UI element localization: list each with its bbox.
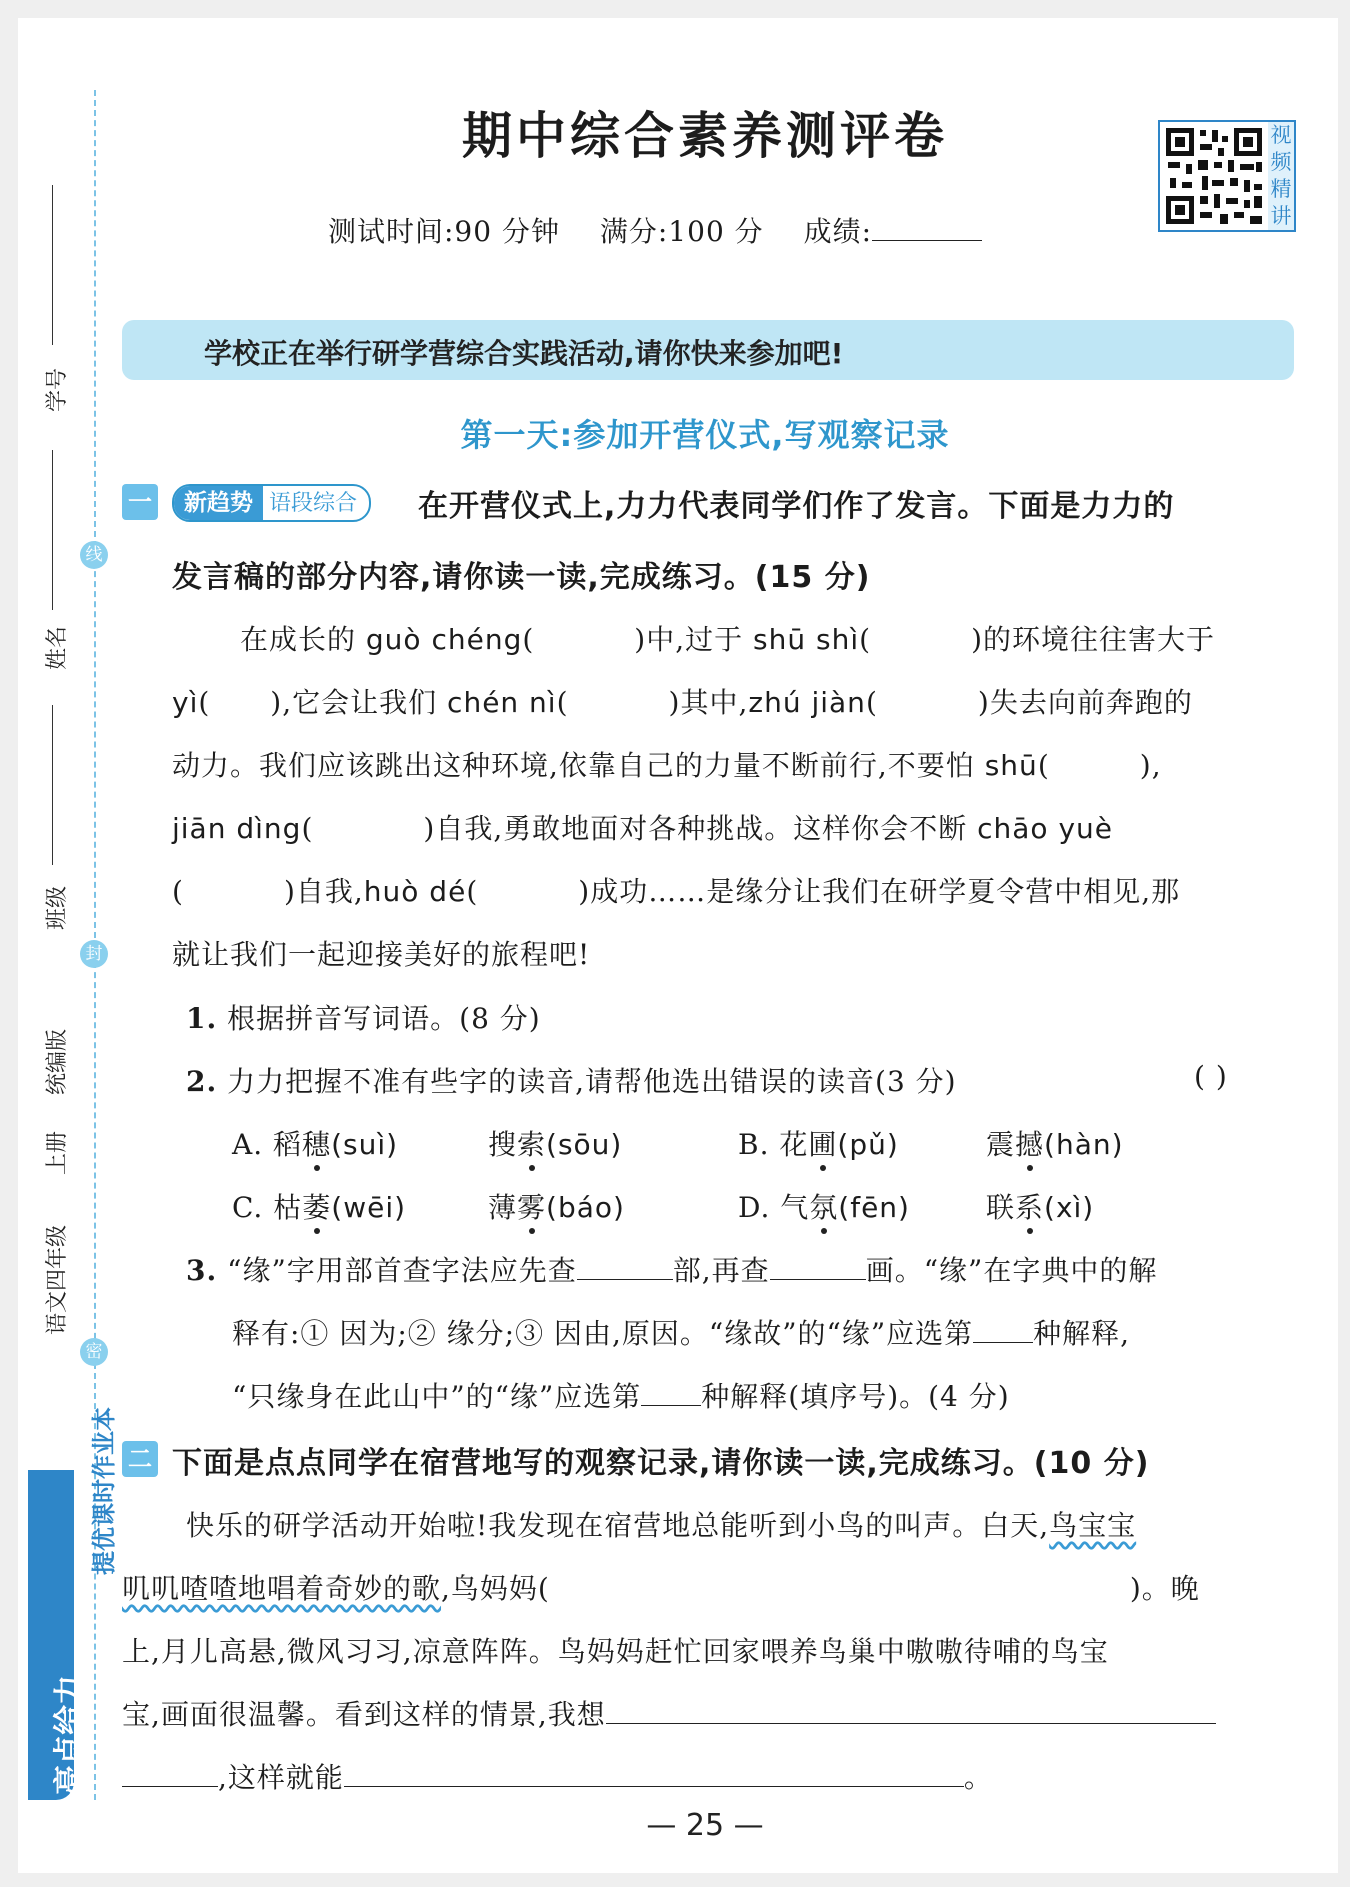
pinyin-shushi: shū shì: [753, 623, 860, 656]
passage-line-1: 在成长的 guò chéng( )中,过于 shū shì( )的环境往往害大于: [240, 623, 1216, 656]
pinyin-guocheng: guò chéng: [365, 623, 523, 656]
passage-line-4: jiān dìng( )自我,勇敢地面对各种挑战。这样你会不断 chāo yuè: [172, 812, 1113, 845]
section-1-number: 一: [122, 484, 158, 520]
video-lecture-tag: 视频精讲: [1268, 120, 1296, 232]
tag-sub: 语段综合: [269, 491, 358, 516]
time-label: 测试时间:90 分钟: [328, 215, 560, 248]
section-2-number: 二: [122, 1441, 158, 1477]
new-trend-tag: [172, 484, 371, 522]
pinyin-yi: yì: [172, 686, 199, 719]
grade-blank[interactable]: [872, 218, 982, 241]
q2-option-c[interactable]: C. 枯萎(wēi): [232, 1186, 406, 1226]
pinyin-huode: huò dé: [363, 875, 467, 908]
student-id-blank[interactable]: [52, 185, 53, 345]
exam-meta: [328, 210, 982, 250]
record-line-4: 宝,画面很温馨。看到这样的情景,我想: [122, 1693, 1216, 1733]
pinyin-chenni: chén nì: [447, 686, 557, 719]
banner-text: 学校正在举行研学营综合实践活动,请你快来参加吧!: [204, 337, 844, 370]
q2-option-c-2: 薄雾(báo): [488, 1186, 625, 1226]
tag-main: 新趋势: [174, 486, 263, 520]
class-label: 班级: [45, 885, 70, 930]
brand-logo-text: 亮点给力: [52, 1675, 87, 1795]
record-blank-think[interactable]: [606, 1699, 1216, 1724]
page-title: 期中综合素养测评卷: [462, 106, 948, 165]
question-1: 1. 根据拼音写词语。(8 分): [186, 1002, 541, 1035]
pinyin-chaoyue: chāo yuè: [977, 812, 1113, 845]
student-id-label: 学号: [45, 367, 70, 412]
edition-label: 统编版: [45, 1028, 70, 1095]
passage-line-5: ( )自我,huò dé( )成功……是缘分让我们在研学夏令营中相见,那: [172, 875, 1181, 908]
class-blank[interactable]: [52, 705, 53, 865]
passage-line-2: yì( ),它会让我们 chén nì( )其中,zhú jiàn( )失去向前奔跑的: [172, 686, 1193, 719]
pinyin-zhujian: zhú jiàn: [748, 686, 866, 719]
q2-option-b[interactable]: B. 花圃(pǔ): [738, 1123, 899, 1163]
passage-line-3: 动力。我们应该跳出这种环境,依靠自己的力量不断前行,不要怕 shū( ),: [172, 749, 1162, 782]
cut-mark-secret: 密: [80, 1338, 108, 1366]
record-line-3: 上,月儿高悬,微风习习,凉意阵阵。鸟妈妈赶忙回家喂养鸟巢中嗷嗷待哺的鸟宝: [122, 1635, 1109, 1668]
q3-radical-blank[interactable]: [577, 1255, 673, 1280]
question-3-line1: 3. “缘”字用部首查字法应先查 部,再查 画。“缘”在字典中的解: [186, 1254, 1158, 1287]
score-label: 满分:100 分: [599, 215, 764, 248]
wavy-underline-2: 叽叽喳喳地唱着奇妙的歌: [122, 1572, 442, 1605]
q2-option-d[interactable]: D. 气氛(fēn): [738, 1186, 910, 1226]
name-blank[interactable]: [52, 450, 53, 610]
q2-answer-bracket[interactable]: ( ): [1194, 1060, 1228, 1093]
q2-option-a[interactable]: A. 稻穗(suì): [232, 1123, 398, 1163]
qr-code-icon[interactable]: [1158, 120, 1270, 232]
question-3-line3: “只缘身在此山中”的“缘”应选第 种解释(填序号)。(4 分): [232, 1380, 1010, 1413]
day1-title: 第一天:参加开营仪式,写观察记录: [460, 416, 950, 454]
brand-subtitle: 提优课时作业本: [90, 1407, 118, 1575]
record-line-2: 叽叽喳喳地唱着奇妙的歌,鸟妈妈( )。晚: [122, 1572, 1200, 1605]
cut-mark-line: 线: [80, 541, 108, 569]
q3-yuangu-blank[interactable]: [973, 1318, 1033, 1343]
name-label: 姓名: [45, 625, 70, 670]
section-2-intro: 下面是点点同学在宿营地写的观察记录,请你读一读,完成练习。(10 分): [172, 1446, 1150, 1481]
section-1-intro-line2: 发言稿的部分内容,请你读一读,完成练习。(15 分): [172, 560, 871, 595]
question-3-line2: 释有:① 因为;② 缘分;③ 因由,原因。“缘故”的“缘”应选第 种解释,: [232, 1317, 1131, 1350]
record-blank-result[interactable]: [344, 1762, 964, 1787]
wavy-underline-1: 鸟宝宝: [1049, 1509, 1137, 1542]
q3-poem-blank[interactable]: [641, 1381, 701, 1406]
passage-line-6: 就让我们一起迎接美好的旅程吧!: [172, 938, 591, 971]
activity-banner: [122, 320, 1294, 380]
cut-mark-seal: 封: [80, 940, 108, 968]
record-line-1: 快乐的研学活动开始啦!我发现在宿营地总能听到小鸟的叫声。白天,鸟宝宝: [186, 1509, 1137, 1542]
pinyin-jianding: jiān dìng: [172, 812, 302, 845]
page-number: — 25 —: [646, 1808, 764, 1843]
volume-label: 上册: [45, 1130, 70, 1175]
grade-label: 成绩:: [803, 215, 872, 248]
q2-option-b-2: 震撼(hàn): [986, 1123, 1124, 1163]
q2-option-d-2: 联系(xì): [986, 1186, 1094, 1226]
q2-option-a-2: 搜索(sōu): [488, 1123, 622, 1163]
record-line-5: ,这样就能 。: [122, 1756, 993, 1796]
subject-label: 语文四年级: [45, 1224, 70, 1335]
q3-strokes-blank[interactable]: [770, 1255, 866, 1280]
record-blank-think-cont[interactable]: [122, 1762, 218, 1787]
section-1-intro-line1: 在开营仪式上,力力代表同学们作了发言。下面是力力的: [418, 489, 1175, 524]
pinyin-shu: shū: [984, 749, 1038, 782]
question-2: 2. 力力把握不准有些字的读音,请帮他选出错误的读音(3 分): [186, 1065, 957, 1098]
